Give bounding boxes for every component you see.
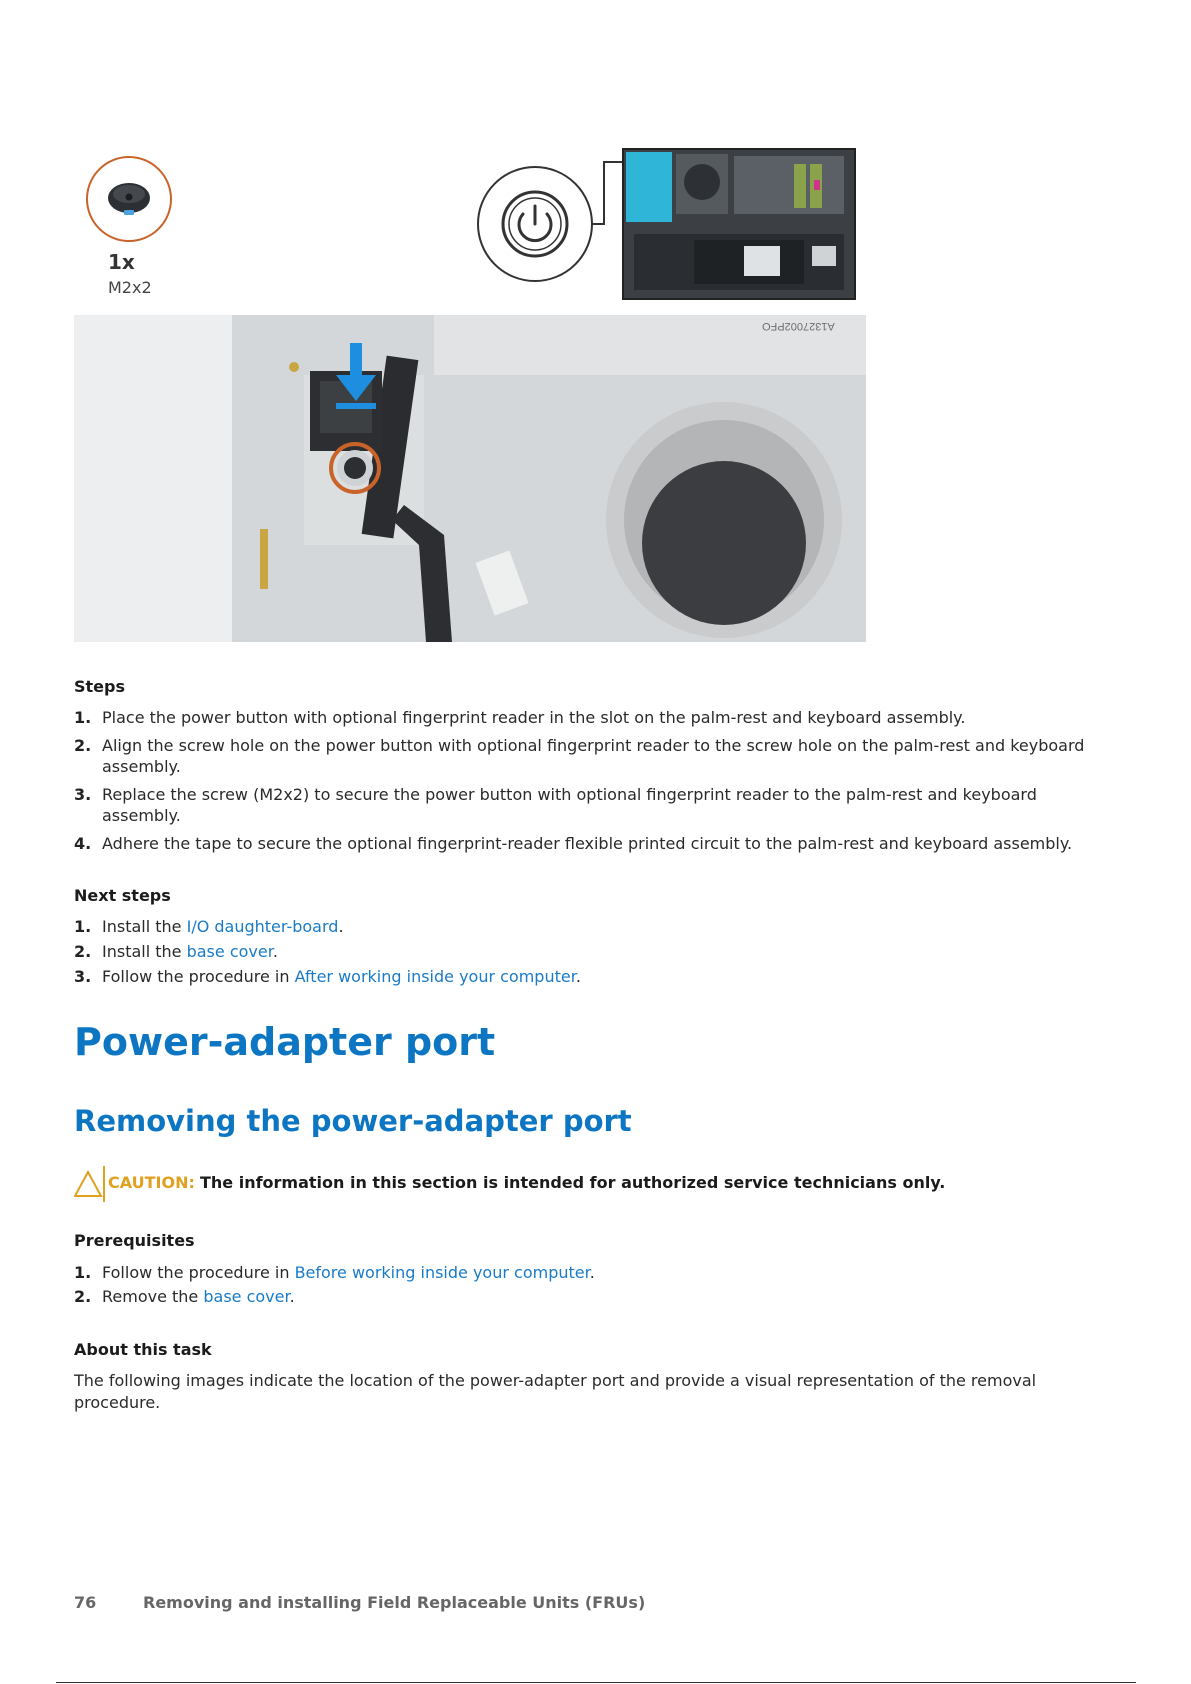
power-button-callout	[477, 166, 593, 282]
about-text: The following images indicate the location of the power-adapter port and provide a visual representation of the removal procedure.	[74, 1371, 1037, 1412]
screw-icon	[88, 158, 170, 240]
list-item: 1. Install the I/O daughter-board.	[74, 917, 344, 936]
section-title: Power-adapter port	[74, 1020, 496, 1064]
caution-notice	[74, 1166, 1114, 1202]
laptop-locator-image	[622, 148, 856, 300]
list-item: 2. Align the screw hole on the power button with optional fingerprint reader to the screw hole on the palm-rest and keyboard assembly.	[74, 736, 1085, 776]
steps-heading: Steps	[74, 677, 125, 696]
list-item: 2. Install the base cover.	[74, 942, 278, 961]
before-working-link[interactable]: Before working inside your computer	[294, 1263, 590, 1282]
screw-type: M2x2	[108, 278, 152, 297]
screw-callout	[86, 156, 172, 242]
base-cover-link[interactable]: base cover	[203, 1287, 290, 1306]
io-daughter-board-link[interactable]: I/O daughter-board	[186, 917, 339, 936]
list-item: 3. Follow the procedure in After working inside your computer.	[74, 967, 581, 986]
steps-list	[74, 707, 1114, 854]
list-item: 2. Remove the base cover.	[74, 1287, 295, 1306]
subsection-title: Removing the power-adapter port	[74, 1104, 632, 1138]
photo-label: A1327002PFO	[762, 320, 835, 332]
base-cover-link[interactable]: base cover	[186, 942, 273, 961]
caution-label: CAUTION:	[108, 1173, 195, 1192]
next-steps-list	[74, 916, 1114, 987]
list-item: 1. Place the power button with optional fingerprint reader in the slot on the palm-rest and keyboard assembly.	[74, 708, 966, 727]
power-button-installation-photo	[74, 315, 866, 642]
page-number: 76	[74, 1593, 97, 1612]
footer-divider	[56, 1682, 1136, 1683]
next-steps-heading: Next steps	[74, 886, 171, 905]
screw-count: 1x	[108, 250, 135, 274]
caution-text: The information in this section is intended for authorized service technicians only.	[199, 1173, 946, 1192]
list-item: 4. Adhere the tape to secure the optional fingerprint-reader flexible printed circuit to the palm-rest and keyboard assembly.	[74, 834, 1073, 853]
chapter-title: Removing and installing Field Replaceable Units (FRUs)	[143, 1593, 646, 1612]
power-button-icon	[479, 168, 591, 280]
about-heading: About this task	[74, 1340, 212, 1359]
prerequisites-list	[74, 1262, 1114, 1307]
prerequisites-heading: Prerequisites	[74, 1231, 195, 1250]
after-working-link[interactable]: After working inside your computer	[294, 967, 576, 986]
caution-icon	[74, 1166, 108, 1202]
list-item: 3. Replace the screw (M2x2) to secure the power button with optional fingerprint reader to the palm-rest and keyboard assembly.	[74, 785, 1037, 825]
list-item: 1. Follow the procedure in Before working inside your computer.	[74, 1263, 595, 1282]
